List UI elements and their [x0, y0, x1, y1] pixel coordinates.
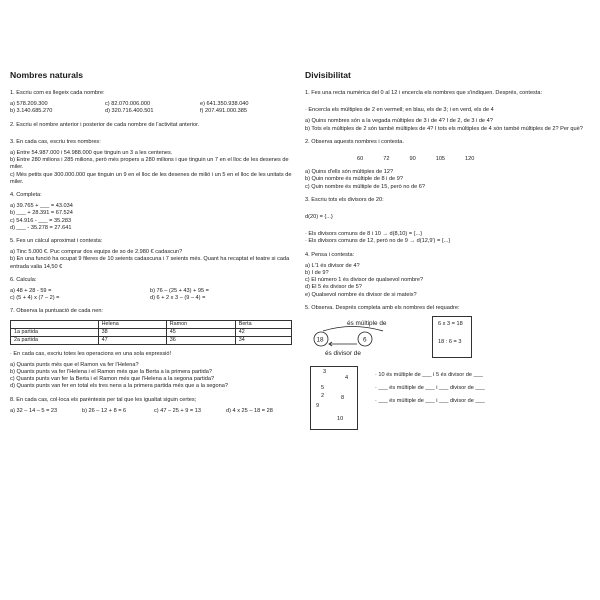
- q1-item: c) 82.070.006.000: [105, 101, 151, 108]
- q3-item: a) Entre 54.987.000 i 54.988.000 que tinguin un 3 a les centenes.: [10, 150, 173, 157]
- q8-prompt: 8. En cada cas, col·loca els parèntesis per tal que les igualtat siguin certes;: [10, 396, 197, 403]
- r-q2-numbers: [357, 156, 590, 163]
- table-cell: 2a partida: [11, 336, 99, 344]
- box-number: 5: [321, 385, 325, 392]
- q6-row: [10, 288, 295, 295]
- number-item: 90: [409, 156, 416, 163]
- q5-prompt: 5. Fes un càlcul aproximat i contesta:: [10, 238, 103, 245]
- r-q3-item: · Els divisors comuns de 8 i 10 → d(8,10) = {...}: [305, 231, 423, 238]
- arrow-multiple: [323, 327, 383, 332]
- left-number: 18: [316, 336, 324, 344]
- box-number: 8: [341, 395, 345, 402]
- complete-line: · ___ és múltiple de ___ i ___ divisor de ___: [375, 385, 485, 392]
- table-row: [11, 336, 292, 344]
- q7-item: c) Quants punts van fer la Berta i el Ramon més que l'Helena a la segona partida?: [10, 376, 215, 383]
- table-cell: [11, 320, 99, 328]
- q6-row: [10, 295, 295, 302]
- q1-item: a) 578.209.300: [10, 101, 48, 108]
- r-q3-item: · Els divisors comuns de 12, però no de 9 → d(12,9') = {...}: [305, 238, 451, 245]
- table-cell: 38: [98, 328, 166, 336]
- q8-item: b) 26 – 12 + 8 = 6: [82, 407, 127, 414]
- q8-row: [10, 408, 295, 415]
- r-q1-item: b) Tots els múltiples de 2 són també múltiples de 4? I tots els múltiples de 4 són també múltiples de 2? Per què?: [305, 125, 583, 132]
- q6-item: d) 6 + 2 x 3 – (9 – 4) =: [150, 295, 206, 302]
- operation-line: 6 x 3 = 18: [438, 321, 463, 328]
- operation-box: [432, 316, 472, 358]
- r-q5-prompt: 5. Observa. Després completa amb els nombres del requadre:: [305, 304, 460, 311]
- q4-item: a) 39.765 + ___ = 43.034: [10, 203, 73, 210]
- q5-item: b) En una funció ha ocupat 9 fileres de 10 seients cadascuna i 7 seients més. Quant ha recaptat el teatre si cada entrada valia 14,50 €: [10, 256, 290, 270]
- right-number: 6: [363, 336, 367, 344]
- r-q4-item: d) El 5 és divisor de 5?: [305, 284, 362, 291]
- q7-item: a) Quants punts més que el Ramon va fer l'Helena?: [10, 361, 139, 368]
- divisibility-diagram: [305, 316, 590, 423]
- q6-item: a) 48 + 28 - 59 =: [10, 288, 52, 295]
- table-cell: Helena: [98, 320, 166, 328]
- operation-line: 18 : 6 = 3: [438, 339, 462, 346]
- r-q3-prompt: 3. Escriu tots els divisors de 20:: [305, 196, 384, 203]
- number-item: 72: [383, 156, 390, 163]
- numbers-box: [310, 366, 358, 430]
- box-number: 9: [316, 403, 320, 410]
- q1-item: d) 320.716.400.501: [105, 108, 154, 115]
- r-q2-prompt: 2. Observa aquests nombres i contesta.: [305, 138, 404, 145]
- r-q2-item: b) Quin nombre és múltiple de 8 i de 9?: [305, 176, 403, 183]
- r-q4-prompt: 4. Pensa i contesta:: [305, 251, 355, 258]
- section-title-nombres-naturals: Nombres naturals: [10, 70, 84, 80]
- right-column: [305, 70, 590, 423]
- q1-prompt: 1. Escriu com es llegeix cada nombre:: [10, 90, 105, 96]
- complete-line: · ___ és múltiple de ___ i ___ divisor de ___: [375, 398, 485, 405]
- q6-prompt: 6. Calcula:: [10, 276, 37, 283]
- number-item: 120: [465, 156, 475, 163]
- r-q4-item: e) Qualsevol nombre és divisor de si mateix?: [305, 291, 417, 298]
- divisor-label: és divisor de: [325, 350, 361, 358]
- q6-item: c) (5 + 4) x (7 – 2) =: [10, 295, 60, 302]
- q2-prompt: 2. Escriu el nombre anterior i posterior de cada nombre de l'activitat anterior.: [10, 121, 200, 128]
- table-cell: 45: [166, 328, 235, 336]
- q1-item: b) 3.140.685.270: [10, 108, 53, 115]
- q8-item: d) 4 x 25 – 18 = 28: [226, 407, 273, 414]
- q7-item: d) Quants punts van fer en total els tres nens a la primera partida més que a la segona?: [10, 383, 228, 390]
- r-q3-line: d(20) = {...}: [305, 214, 333, 221]
- table-cell: Berta: [235, 320, 291, 328]
- q4-prompt: 4. Completa:: [10, 192, 42, 199]
- q3-prompt: 3. En cada cas, escriu tres nombres:: [10, 138, 101, 145]
- table-row: [11, 328, 292, 336]
- table-cell: 36: [166, 336, 235, 344]
- section-title-divisibilitat: Divisibilitat: [305, 70, 351, 80]
- box-number: 10: [337, 416, 344, 423]
- box-number: 4: [345, 375, 349, 382]
- q4-item: b) ___ + 28.391 = 67.524: [10, 210, 73, 217]
- multiple-label: és múltiple de: [347, 320, 387, 328]
- r-q1-sub: · Encercla els múltiples de 2 en vermell; en blau, els de 3; i en verd, els de 4: [305, 107, 494, 114]
- q1-row: [10, 108, 295, 115]
- r-q1-item: a) Quins nombres són a la vegada múltiples de 3 i de 4? I de 2, de 3 i de 4?: [305, 118, 493, 125]
- q5-item: a) Tinc 5.000 €. Puc comprar dos equips de so de 2.980 € cadascun?: [10, 249, 183, 256]
- r-q4-item: a) L'1 és divisor de 4?: [305, 262, 360, 269]
- complete-line: · 10 és múltiple de ___ i 5 és divisor de ___: [375, 372, 483, 379]
- table-cell: Ramon: [166, 320, 235, 328]
- q7-prompt: 7. Observa la puntuació de cada nen:: [10, 308, 103, 315]
- number-item: 105: [435, 156, 446, 163]
- table-cell: 47: [98, 336, 166, 344]
- q1-item: e) 641.350.938.040: [200, 101, 249, 108]
- r-q4-item: b) I de 9?: [305, 270, 329, 277]
- q3-item: c) Més petits que 300.000.000 que tinguin un 9 en el lloc de les desenes de milió i un 5 en el lloc de les unitats de miler.: [10, 171, 292, 185]
- table-cell: 34: [235, 336, 291, 344]
- box-number: 2: [321, 393, 325, 400]
- score-table: [10, 320, 292, 345]
- r-q4-item: c) El número 1 és divisor de qualsevol nombre?: [305, 277, 424, 284]
- table-cell: 42: [235, 328, 291, 336]
- q8-item: c) 47 – 25 + 9 = 13: [154, 407, 201, 414]
- q7-sub: · En cada cas, escriu totes les operacions en una sola expressió!: [10, 350, 172, 357]
- q3-item: b) Entre 280 milions i 285 milions, però més propers a 280 milions i que tinguin un 7 en el lloc de les desenes de miler.: [10, 157, 289, 171]
- q4-item: d) ___ - 35.278 = 27.641: [10, 224, 72, 231]
- table-row: [11, 320, 292, 328]
- q4-item: c) 54.916 - ___ = 35.283: [10, 217, 72, 224]
- left-column: [10, 70, 295, 415]
- box-number: 3: [323, 369, 327, 376]
- table-cell: 1a partida: [11, 328, 99, 336]
- q6-item: b) 76 – (25 + 43) + 95 =: [150, 288, 209, 295]
- q8-item: a) 32 – 14 – 5 = 23: [10, 407, 58, 414]
- r-q1-prompt: 1. Fes una recta numèrica del 0 al 12 i encercla els nombres que s'indiquen. Després, contesta:: [305, 90, 543, 96]
- q7-item: b) Quants punts va fer l'Helena i el Ramon més que la Berta a la primera partida?: [10, 369, 212, 376]
- number-item: 60: [357, 156, 364, 163]
- q1-item: f) 207.491.000.385: [200, 108, 247, 115]
- multiple-divisor-diagram: [305, 318, 415, 358]
- q1-row: [10, 101, 295, 108]
- r-q2-item: a) Quins d'ells són múltiples de 12?: [305, 169, 394, 176]
- r-q2-item: c) Quin nombre és múltiple de 15, però no de 6?: [305, 183, 426, 190]
